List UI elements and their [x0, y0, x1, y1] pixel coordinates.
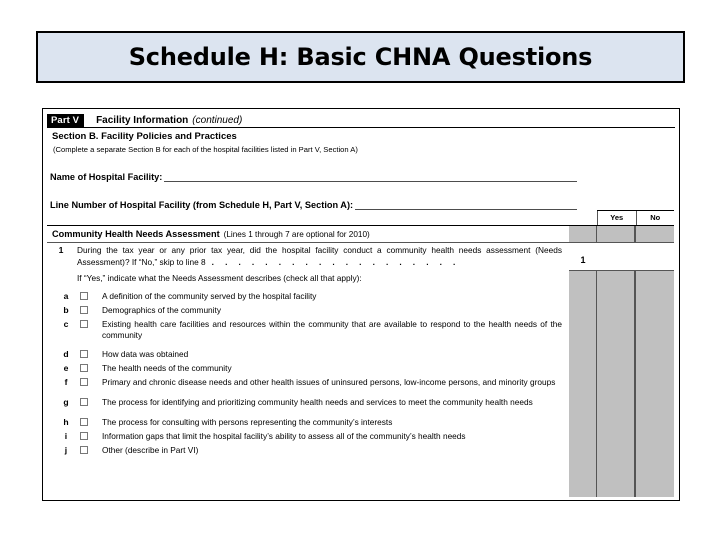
- questions-body: [47, 243, 674, 458]
- item-letter: c: [63, 318, 69, 329]
- checkbox-icon[interactable]: [80, 292, 88, 300]
- item-letter: f: [64, 376, 68, 387]
- question-text: [77, 245, 562, 268]
- question-row-1: [55, 245, 562, 285]
- field-input-rule[interactable]: [355, 198, 577, 210]
- item-letter: g: [63, 396, 69, 407]
- item-letter: b: [63, 304, 69, 315]
- part-tag: Part V: [47, 114, 84, 127]
- part-title-continued: (continued): [192, 115, 243, 126]
- section-heading: Section B. Facility Policies and Practices: [52, 131, 237, 142]
- checkbox-item-c[interactable]: [55, 319, 562, 342]
- item-text: The health needs of the community: [102, 362, 232, 373]
- checkbox-icon[interactable]: [80, 432, 88, 440]
- item-text: Information gaps that limit the hospital facility’s ability to assess all of the community’s health needs: [102, 430, 466, 441]
- checkbox-icon[interactable]: [80, 378, 88, 386]
- chna-section-banner: [47, 226, 674, 243]
- field-input-rule[interactable]: [164, 170, 577, 182]
- checkbox-item-e[interactable]: [55, 363, 562, 376]
- chna-banner-text: [52, 229, 370, 239]
- question-number: 1: [58, 245, 64, 255]
- checkbox-icon[interactable]: [80, 418, 88, 426]
- part-title-text: Facility Information: [96, 115, 189, 126]
- field-name-of-hospital-facility[interactable]: [50, 170, 679, 182]
- item-text: The process for consulting with persons representing the community’s interests: [102, 416, 393, 427]
- item-text: Demographics of the community: [102, 304, 221, 315]
- question-1-subnote: If “Yes,” indicate what the Needs Assessment describes (check all that apply):: [77, 273, 362, 283]
- chna-optional-note: (Lines 1 through 7 are optional for 2010): [223, 229, 370, 239]
- checkbox-icon[interactable]: [80, 320, 88, 328]
- field-label: Line Number of Hospital Facility (from Schedule H, Part V, Section A):: [50, 200, 354, 210]
- part-title: [96, 114, 242, 127]
- item-text: Other (describe in Part VI): [102, 444, 199, 455]
- checkbox-item-g[interactable]: [55, 397, 562, 410]
- page-title: Schedule H: Basic CHNA Questions: [128, 43, 593, 71]
- item-text: A definition of the community served by the hospital facility: [102, 290, 317, 301]
- item-text: Primary and chronic disease needs and other health issues of uninsured persons, low-income persons, and minority groups: [102, 376, 556, 387]
- checkbox-icon[interactable]: [80, 398, 88, 406]
- checkbox-item-h[interactable]: [55, 417, 562, 430]
- slide-title-banner: [36, 31, 685, 83]
- column-header-no: No: [636, 211, 675, 225]
- field-label: Name of Hospital Facility:: [50, 172, 163, 182]
- item-text: The process for identifying and prioritizing community health needs and services to meet the community health needs: [102, 396, 533, 407]
- checkbox-icon[interactable]: [80, 306, 88, 314]
- item-text: How data was obtained: [102, 348, 189, 359]
- chna-heading: Community Health Needs Assessment: [52, 228, 220, 239]
- checkbox-item-f[interactable]: [55, 377, 562, 390]
- checkbox-item-b[interactable]: [55, 305, 562, 318]
- checkbox-icon[interactable]: [80, 350, 88, 358]
- answer-column-headers: [597, 210, 674, 225]
- questions-table: [47, 225, 674, 497]
- item-text: Existing health care facilities and resources within the community that are available to respond to the health needs of the community: [102, 318, 562, 340]
- checkbox-icon[interactable]: [80, 364, 88, 372]
- section-note: (Complete a separate Section B for each of the hospital facilities listed in Part V, Section A): [53, 145, 358, 154]
- field-line-number-of-hospital-facility[interactable]: [50, 198, 679, 210]
- part-header: [47, 112, 675, 128]
- item-letter: j: [64, 444, 68, 455]
- item-letter: i: [64, 430, 68, 441]
- checkbox-item-i[interactable]: [55, 431, 562, 444]
- question-1-text: During the tax year or any prior tax year, did the hospital facility conduct a community health needs assessment (Needs Assessment)? If “No,” skip to line 8: [77, 245, 562, 267]
- item-letter: d: [63, 348, 69, 359]
- item-letter: h: [63, 416, 69, 427]
- checkbox-item-d[interactable]: [55, 349, 562, 362]
- item-letter: e: [63, 362, 69, 373]
- item-letter: a: [63, 290, 69, 301]
- irs-form-schedule-h-part-v: [42, 108, 680, 501]
- answer-row-number: 1: [580, 255, 586, 265]
- checkbox-item-a[interactable]: [55, 291, 562, 304]
- checkbox-icon[interactable]: [80, 446, 88, 454]
- checkbox-item-j[interactable]: [55, 445, 562, 458]
- checkbox-list: [47, 291, 674, 458]
- leader-dots: . . . . . . . . . . . . . . . . . . .: [211, 256, 460, 267]
- column-header-yes: Yes: [597, 211, 636, 225]
